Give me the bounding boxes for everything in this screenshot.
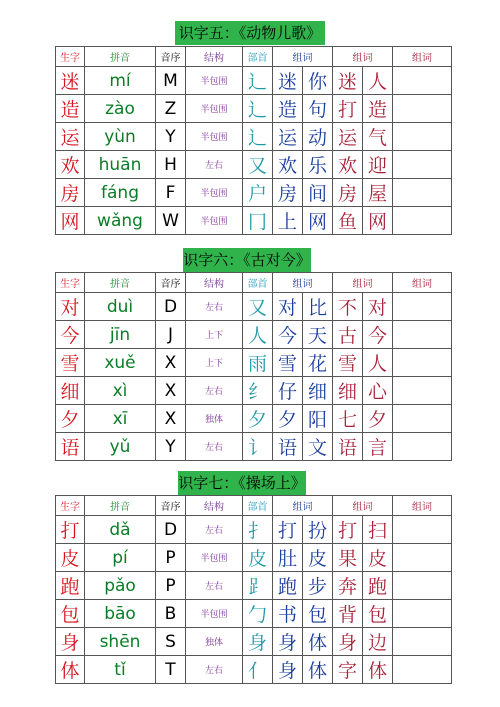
header-words3: 组词 [393,496,452,516]
cell-structure: 半包围 [186,207,243,235]
cell-empty [393,207,452,235]
cell-pinyin: duì [85,293,156,321]
cell-radical: 辶 [243,67,273,95]
cell-w3: 房 [333,179,363,207]
cell-w4: 皮 [363,544,393,572]
cell-w1: 欢 [273,151,303,179]
cell-w4: 边 [363,628,393,656]
cell-order: H [156,151,186,179]
cell-w3: 欢 [333,151,363,179]
cell-w2: 天 [303,321,333,349]
cell-w2: 句 [303,95,333,123]
cell-structure: 上下 [186,321,243,349]
cell-char: 运 [56,123,85,151]
cell-w1: 迷 [273,67,303,95]
header-words1: 组词 [273,273,333,293]
table-row [56,67,452,95]
header-words3: 组词 [393,273,452,293]
table-row [56,321,452,349]
cell-w1: 书 [273,600,303,628]
table-row [56,207,452,235]
cell-radical: 人 [243,321,273,349]
cell-char: 欢 [56,151,85,179]
cell-radical: 扌 [243,516,273,544]
cell-pinyin: pǎo [85,572,156,600]
header-words2: 组词 [333,273,393,293]
cell-structure: 左右 [186,433,243,461]
cell-empty [393,544,452,572]
cell-structure: 左右 [186,516,243,544]
table-row [56,516,452,544]
header-char: 生字 [56,496,85,516]
cell-structure: 半包围 [186,179,243,207]
cell-order: J [156,321,186,349]
cell-w4: 人 [363,349,393,377]
table-header-row [56,47,452,67]
cell-empty [393,293,452,321]
cell-w2: 乐 [303,151,333,179]
cell-w4: 包 [363,600,393,628]
cell-char: 造 [56,95,85,123]
cell-pinyin: xī [85,405,156,433]
cell-w2: 细 [303,377,333,405]
cell-structure: 左右 [186,377,243,405]
cell-w1: 对 [273,293,303,321]
table-row [56,544,452,572]
cell-w3: 打 [333,95,363,123]
cell-radical: 皮 [243,544,273,572]
cell-order: S [156,628,186,656]
cell-w1: 今 [273,321,303,349]
cell-pinyin: bāo [85,600,156,628]
cell-structure: 左右 [186,572,243,600]
cell-radical: 辶 [243,95,273,123]
cell-structure: 左右 [186,293,243,321]
cell-radical: 又 [243,293,273,321]
cell-pinyin: shēn [85,628,156,656]
cell-char: 语 [56,433,85,461]
cell-pinyin: yùn [85,123,156,151]
table-header-row [56,496,452,516]
cell-char: 对 [56,293,85,321]
cell-empty [393,656,452,684]
cell-order: D [156,293,186,321]
cell-char: 身 [56,628,85,656]
header-structure: 结构 [186,47,243,67]
cell-w1: 造 [273,95,303,123]
cell-w4: 体 [363,656,393,684]
cell-order: W [156,207,186,235]
cell-order: Y [156,433,186,461]
cell-w3: 果 [333,544,363,572]
cell-w3: 不 [333,293,363,321]
cell-order: F [156,179,186,207]
cell-char: 包 [56,600,85,628]
cell-w3: 鱼 [333,207,363,235]
cell-w2: 阳 [303,405,333,433]
cell-w2: 比 [303,293,333,321]
cell-w1: 房 [273,179,303,207]
table-row [56,349,452,377]
cell-w1: 语 [273,433,303,461]
cell-order: P [156,572,186,600]
cell-char: 体 [56,656,85,684]
cell-radical: 雨 [243,349,273,377]
cell-w4: 夕 [363,405,393,433]
header-radical: 部首 [243,496,273,516]
cell-char: 细 [56,377,85,405]
header-order: 音序 [156,496,186,516]
cell-empty [393,321,452,349]
cell-w2: 扮 [303,516,333,544]
cell-pinyin: tǐ [85,656,156,684]
cell-char: 打 [56,516,85,544]
cell-radical: 又 [243,151,273,179]
header-order: 音序 [156,273,186,293]
cell-empty [393,405,452,433]
cell-order: M [156,67,186,95]
cell-order: P [156,544,186,572]
cell-structure: 独体 [186,628,243,656]
cell-w2: 你 [303,67,333,95]
table-header-row [56,273,452,293]
cell-pinyin: xuě [85,349,156,377]
table-row [56,95,452,123]
cell-char: 夕 [56,405,85,433]
cell-char: 网 [56,207,85,235]
cell-radical: 纟 [243,377,273,405]
section-title: 识字七：《操场上》 [178,471,306,495]
header-structure: 结构 [186,273,243,293]
cell-char: 迷 [56,67,85,95]
cell-pinyin: fáng [85,179,156,207]
cell-radical: 冂 [243,207,273,235]
cell-radical: 勹 [243,600,273,628]
header-structure: 结构 [186,496,243,516]
cell-w2: 体 [303,628,333,656]
cell-w4: 网 [363,207,393,235]
cell-w3: 背 [333,600,363,628]
cell-w1: 身 [273,628,303,656]
cell-w3: 语 [333,433,363,461]
cell-w2: 花 [303,349,333,377]
cell-radical: ⻊ [243,572,273,600]
cell-w2: 网 [303,207,333,235]
cell-char: 跑 [56,572,85,600]
character-table [55,46,452,235]
cell-w3: 奔 [333,572,363,600]
cell-w3: 身 [333,628,363,656]
header-char: 生字 [56,273,85,293]
table-row [56,628,452,656]
cell-radical: 身 [243,628,273,656]
cell-empty [393,95,452,123]
table-row [56,656,452,684]
table-row [56,405,452,433]
header-words1: 组词 [273,47,333,67]
cell-empty [393,349,452,377]
cell-structure: 半包围 [186,123,243,151]
cell-w2: 包 [303,600,333,628]
header-char: 生字 [56,47,85,67]
cell-structure: 半包围 [186,95,243,123]
cell-empty [393,179,452,207]
cell-w2: 皮 [303,544,333,572]
cell-structure: 半包围 [186,67,243,95]
cell-w1: 身 [273,656,303,684]
cell-char: 皮 [56,544,85,572]
cell-w3: 字 [333,656,363,684]
cell-structure: 半包围 [186,544,243,572]
cell-radical: 亻 [243,656,273,684]
cell-char: 房 [56,179,85,207]
cell-order: X [156,405,186,433]
character-table [55,272,452,461]
cell-w4: 气 [363,123,393,151]
cell-empty [393,377,452,405]
cell-structure: 半包围 [186,600,243,628]
section-title: 识字五：《动物儿歌》 [175,21,325,45]
cell-char: 今 [56,321,85,349]
header-words1: 组词 [273,496,333,516]
cell-order: Y [156,123,186,151]
cell-pinyin: zào [85,95,156,123]
cell-w4: 跑 [363,572,393,600]
table-row [56,151,452,179]
cell-w4: 人 [363,67,393,95]
cell-empty [393,628,452,656]
cell-w3: 细 [333,377,363,405]
cell-w2: 间 [303,179,333,207]
table-row [56,179,452,207]
cell-char: 雪 [56,349,85,377]
header-pinyin: 拼音 [85,47,156,67]
cell-w4: 屋 [363,179,393,207]
cell-w4: 心 [363,377,393,405]
table-row [56,433,452,461]
cell-order: Z [156,95,186,123]
cell-order: X [156,349,186,377]
cell-w3: 七 [333,405,363,433]
header-words2: 组词 [333,47,393,67]
table-row [56,572,452,600]
cell-w2: 步 [303,572,333,600]
cell-pinyin: mí [85,67,156,95]
cell-w1: 仔 [273,377,303,405]
cell-empty [393,572,452,600]
cell-w1: 打 [273,516,303,544]
cell-w2: 体 [303,656,333,684]
cell-pinyin: jīn [85,321,156,349]
cell-w4: 今 [363,321,393,349]
header-radical: 部首 [243,47,273,67]
cell-radical: 夕 [243,405,273,433]
cell-pinyin: huān [85,151,156,179]
cell-radical: 讠 [243,433,273,461]
cell-order: B [156,600,186,628]
cell-empty [393,151,452,179]
cell-empty [393,123,452,151]
header-radical: 部首 [243,273,273,293]
header-pinyin: 拼音 [85,273,156,293]
cell-radical: 户 [243,179,273,207]
cell-w3: 打 [333,516,363,544]
header-order: 音序 [156,47,186,67]
cell-empty [393,433,452,461]
cell-pinyin: pí [85,544,156,572]
cell-structure: 独体 [186,405,243,433]
table-row [56,377,452,405]
cell-order: X [156,377,186,405]
cell-radical: 辶 [243,123,273,151]
cell-w4: 扫 [363,516,393,544]
character-table [55,495,452,684]
cell-w3: 运 [333,123,363,151]
cell-pinyin: wǎng [85,207,156,235]
cell-w3: 迷 [333,67,363,95]
cell-w1: 肚 [273,544,303,572]
cell-structure: 左右 [186,151,243,179]
cell-w2: 动 [303,123,333,151]
cell-empty [393,67,452,95]
cell-structure: 左右 [186,656,243,684]
section-title: 识字六：《古对今》 [183,248,311,272]
table-row [56,293,452,321]
cell-w4: 迎 [363,151,393,179]
cell-w1: 上 [273,207,303,235]
cell-pinyin: dǎ [85,516,156,544]
header-words2: 组词 [333,496,393,516]
cell-w4: 对 [363,293,393,321]
cell-structure: 上下 [186,349,243,377]
cell-empty [393,516,452,544]
cell-w1: 跑 [273,572,303,600]
cell-w1: 运 [273,123,303,151]
cell-order: D [156,516,186,544]
cell-w4: 造 [363,95,393,123]
cell-w1: 夕 [273,405,303,433]
cell-pinyin: xì [85,377,156,405]
cell-empty [393,600,452,628]
cell-w4: 言 [363,433,393,461]
table-row [56,600,452,628]
cell-w1: 雪 [273,349,303,377]
cell-w2: 文 [303,433,333,461]
cell-pinyin: yǔ [85,433,156,461]
cell-w3: 雪 [333,349,363,377]
table-row [56,123,452,151]
cell-w3: 古 [333,321,363,349]
header-pinyin: 拼音 [85,496,156,516]
header-words3: 组词 [393,47,452,67]
cell-order: T [156,656,186,684]
